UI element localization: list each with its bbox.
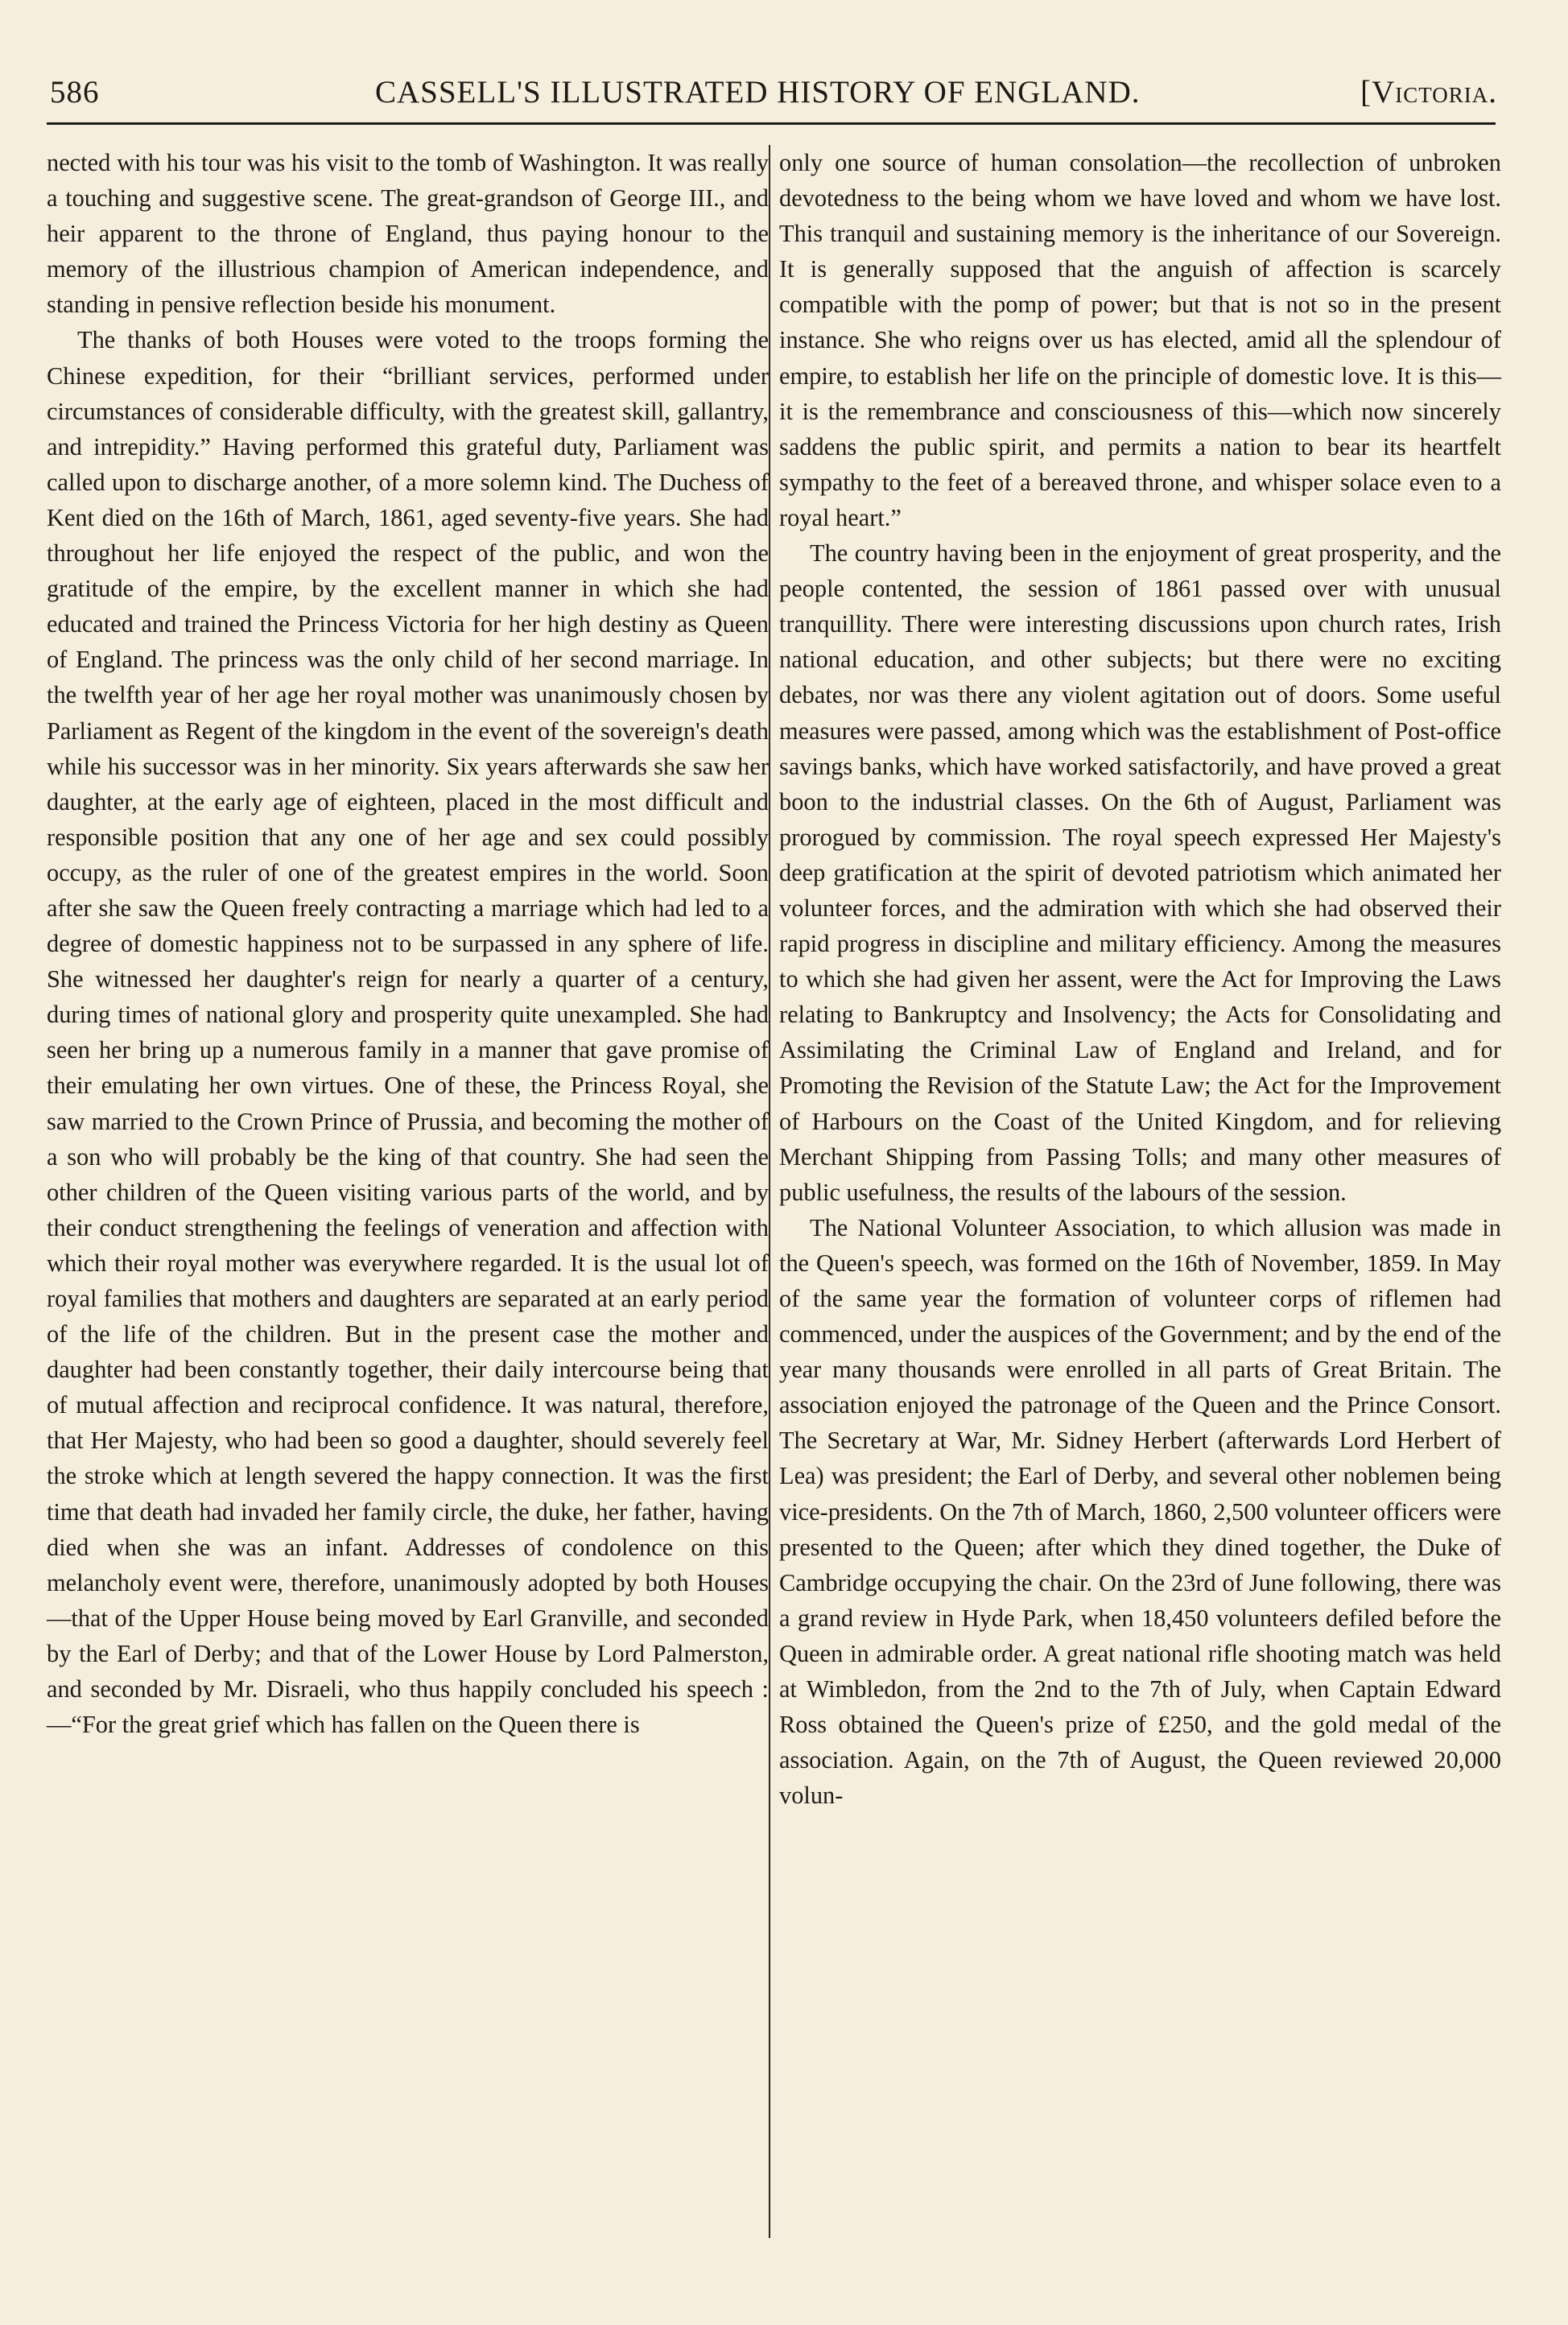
running-title: CASSELL'S ILLUSTRATED HISTORY OF ENGLAND.: [375, 75, 1141, 109]
paragraph: The country having been in the enjoyment of great prosperity, and the people contented, the session of 1861 passed over with unusual tranquillity. There were interesting discussions upon church rates, Irish national education, and other subjects; but there were no exciting debates, nor was there any violent agitation out of doors. Some useful measures were passed, among which was the establishment of Post-office savings banks, which have worked satisfactorily, and have proved a great boon to the industrial classes. On the 6th of August, Parliament was prorogued by commission. The royal speech expressed Her Majesty's deep gratification at the spirit of devoted patriotism which animated her volunteer forces, and the admiration with which she had observed their rapid progress in discipline and military efficiency. Among the measures to which she had given her assent, were the Act for Improving the Laws relating to Bankruptcy and Insolvency; the Acts for Consolidating and Assimilating the Criminal Law of England and Ireland, and for Promoting the Revision of the Statute Law; the Act for the Improvement of Harbours on the Coast of the United Kingdom, and for relieving Merchant Shipping from Passing Tolls; and many other measures of public usefulness, the results of the labours of the session.: [779, 539, 1501, 1206]
paragraph: only one source of human consolation—the recollection of unbroken devotedness to the being whom we have loved and whom we have lost. This tranquil and sustaining memory is the inheritance of our Sovereign. It is generally supposed that the anguish of affection is scarcely compatible with the pomp of power; but that is not so in the present instance. She who reigns over us has elected, amid all the splendour of empire, to establish her life on the principle of domestic love. It is this—it is the remembrance and consciousness of this—which now sincerely saddens the public spirit, and permits a nation to bear its heartfelt sympathy to the feet of a bereaved throne, and whisper solace even to a royal heart.”: [779, 149, 1501, 531]
paragraph: nected with his tour was his visit to the tomb of Washington. It was really a touching and suggestive scene. The great-grandson of George III., and heir apparent to the throne of England, thus paying honour to the memory of the illustrious champion of American independence, and standing in pensive reflection beside his monument.: [47, 149, 769, 319]
right-column: [779, 145, 1501, 1813]
header-rule: [47, 122, 1496, 125]
paragraph: The thanks of both Houses were voted to the troops forming the Chinese expedition, for their “brilliant services, performed under circumstances of considerable difficulty, with the greatest skill, gallantry, and intrepidity.” Having performed this grateful duty, Parliament was called upon to discharge another, of a more solemn kind. The Duchess of Kent died on the 16th of March, 1861, aged seventy-five years. She had throughout her life enjoyed the respect of the public, and won the gratitude of the empire, by the excellent manner in which she had educated and trained the Princess Victoria for her high destiny as Queen of England. The princess was the only child of her second marriage. In the twelfth year of her age her royal mother was unanimously chosen by Parliament as Regent of the kingdom in the event of the sovereign's death while his successor was in her minority. Six years afterwards she saw her daughter, at the early age of eighteen, placed in the most difficult and responsible position that any one of her age and sex could possibly occupy, as the ruler of one of the greatest empires in the world. Soon after she saw the Queen freely contracting a marriage which had led to a degree of domestic happiness not to be surpassed in any sphere of life. She witnessed her daughter's reign for nearly a quarter of a century, during times of national glory and prosperity quite unexampled. She had seen her bring up a numerous family in a manner that gave promise of their emulating her own virtues. One of these, the Princess Royal, she saw married to the Crown Prince of Prussia, and becoming the mother of a son who will probably be the king of that country. She had seen the other children of the Queen visiting various parts of the world, and by their conduct strengthening the feelings of veneration and affection with which their royal mother was everywhere regarded. It is the usual lot of royal families that mothers and daughters are separated at an early period of the life of the children. But in the present case the mother and daughter had been constantly together, their daily intercourse being that of mutual affection and reciprocal confidence. It was natural, therefore, that Her Majesty, who had been so good a daughter, should severely feel the stroke which at length severed the happy connection. It was the first time that death had invaded her family circle, the duke, her father, having died when she was an infant. Addresses of condolence on this melancholy event were, therefore, unanimously adopted by both Houses—that of the Upper House being moved by Earl Granville, and seconded by the Earl of Derby; and that of the Lower House by Lord Palmerston, and seconded by Mr. Disraeli, who thus happily concluded his speech :—“For the great grief which has fallen on the Queen there is: [47, 326, 769, 1739]
page-header: [40, 74, 1497, 122]
page-number: 586: [50, 75, 100, 109]
paragraph: The National Volunteer Association, to which allusion was made in the Queen's speech, was formed on the 16th of November, 1859. In May of the same year the formation of volunteer corps of riflemen had commenced, under the auspices of the Government; and by the end of the year many thousands were enrolled in all parts of Great Britain. The association enjoyed the patronage of the Queen and the Prince Consort. The Secretary at War, Mr. Sidney Herbert (afterwards Lord Herbert of Lea) was president; the Earl of Derby, and several other noblemen being vice-presidents. On the 7th of March, 1860, 2,500 volunteer officers were presented to the Queen; after which they dined together, the Duke of Cambridge occupying the chair. On the 23rd of June following, there was a grand review in Hyde Park, when 18,450 volunteers defiled before the Queen in admirable order. A great national rifle shooting match was held at Wimbledon, from the 2nd to the 7th of July, when Captain Edward Ross obtained the Queen's prize of £250, and the gold medal of the association. Again, on the 7th of August, the Queen reviewed 20,000 volun-: [779, 1213, 1501, 1810]
left-column: [47, 145, 769, 1742]
column-divider: [769, 145, 770, 2238]
reign-label: [Victoria.: [1360, 75, 1497, 109]
